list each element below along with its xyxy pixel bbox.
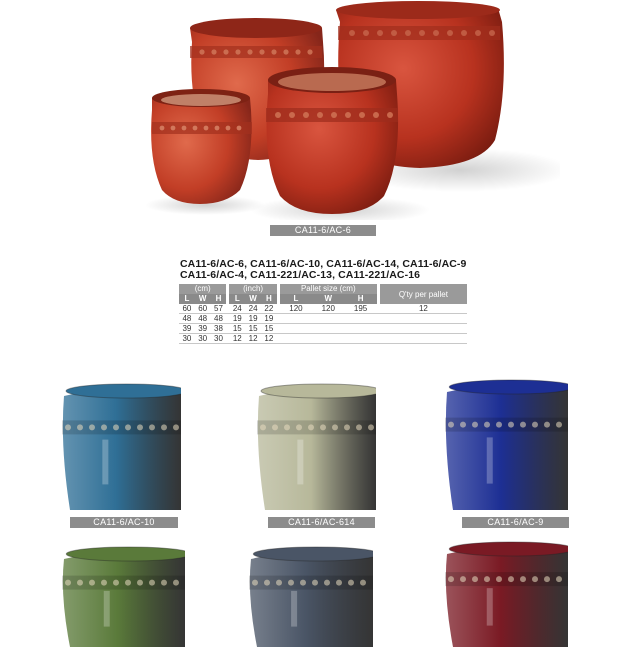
table-cell: 30 [211, 334, 227, 344]
table-row [179, 304, 467, 314]
group-header-pallet-size: Pallet size (cm) [280, 284, 377, 294]
table-cell: 60 [195, 304, 211, 314]
thumbnail-caption: CA11-6/AC-614 [268, 517, 375, 528]
table-cell [312, 314, 344, 324]
pot-thumbnail [255, 382, 376, 510]
table-cell: 120 [312, 304, 344, 314]
table-cell [280, 324, 312, 334]
pot-thumbnail [60, 382, 181, 510]
table-cell: 48 [195, 314, 211, 324]
table-cell [380, 334, 467, 344]
table-cell: 30 [195, 334, 211, 344]
table-cell [344, 334, 376, 344]
table-cell: 48 [211, 314, 227, 324]
table-cell: 195 [344, 304, 376, 314]
table-cell: 19 [229, 314, 245, 324]
table-cell: 120 [280, 304, 312, 314]
thumbnail-caption: CA11-6/AC-9 [462, 517, 569, 528]
table-cell: 15 [245, 324, 261, 334]
table-cell: 12 [380, 304, 467, 314]
table-cell: 39 [179, 324, 195, 334]
table-cell [380, 314, 467, 324]
pot-thumbnail [60, 545, 185, 647]
table-cell [380, 324, 467, 334]
product-codes-line-2: CA11-6/AC-4, CA11-221/AC-13, CA11-221/AC-16 [180, 269, 421, 281]
sub-header: H [211, 294, 227, 304]
sub-header: W [245, 294, 261, 304]
hero-pots-photo [140, 0, 560, 220]
table-cell: 57 [211, 304, 227, 314]
group-header-cm: (cm) [179, 284, 226, 294]
spec-table [179, 284, 467, 344]
table-row [179, 314, 467, 324]
table-cell: 30 [179, 334, 195, 344]
table-cell: 39 [195, 324, 211, 334]
table-cell [312, 334, 344, 344]
sub-header: L [280, 294, 312, 304]
table-cell: 22 [261, 304, 277, 314]
table-cell: 15 [229, 324, 245, 334]
sub-header: H [261, 294, 277, 304]
hero-caption: CA11-6/AC-6 [270, 225, 376, 236]
table-cell: 19 [245, 314, 261, 324]
group-header-qty: Q'ty per pallet [380, 284, 467, 304]
spec-group-header-row [179, 284, 467, 294]
table-cell [312, 324, 344, 334]
table-cell [280, 314, 312, 324]
table-cell: 12 [229, 334, 245, 344]
spec-table-body [179, 304, 467, 344]
group-header-inch: (inch) [229, 284, 276, 294]
product-codes [180, 259, 500, 281]
table-cell [344, 314, 376, 324]
table-cell: 38 [211, 324, 227, 334]
sub-header: H [344, 294, 376, 304]
table-cell [280, 334, 312, 344]
table-cell: 24 [229, 304, 245, 314]
product-codes-line-1: CA11-6/AC-6, CA11-6/AC-10, CA11-6/AC-14, CA11-6/AC-9 [180, 258, 467, 270]
pot-thumbnail [443, 540, 568, 647]
thumbnail-caption: CA11-6/AC-10 [70, 517, 178, 528]
sub-header: W [312, 294, 344, 304]
table-cell: 15 [261, 324, 277, 334]
table-cell: 48 [179, 314, 195, 324]
sub-header: W [195, 294, 211, 304]
table-row [179, 324, 467, 334]
pot-thumbnail [443, 378, 568, 510]
table-cell: 12 [245, 334, 261, 344]
pot-thumbnail [247, 545, 373, 647]
sub-header: L [229, 294, 245, 304]
table-cell [344, 324, 376, 334]
table-row [179, 334, 467, 344]
table-cell: 19 [261, 314, 277, 324]
table-cell: 12 [261, 334, 277, 344]
sub-header: L [179, 294, 195, 304]
table-cell: 24 [245, 304, 261, 314]
table-cell: 60 [179, 304, 195, 314]
